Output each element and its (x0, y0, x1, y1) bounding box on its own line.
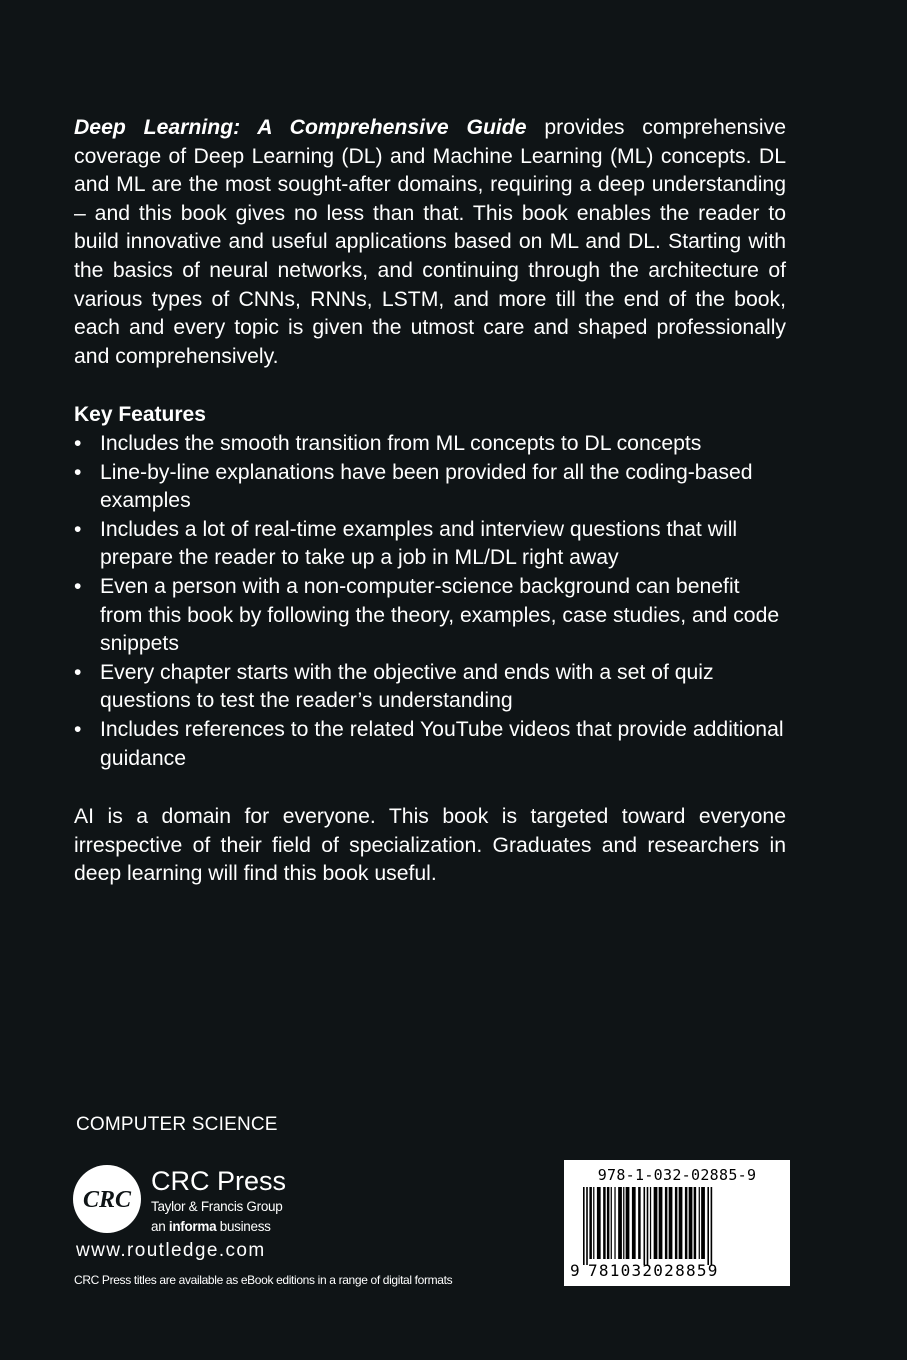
ebook-note: CRC Press titles are available as eBook editions in a range of digital formats (74, 1273, 453, 1287)
barcode-bar (589, 1187, 592, 1259)
bullet-icon: • (74, 660, 82, 684)
crc-logo-icon (72, 1164, 142, 1234)
crc-logo-text: CRC (82, 1187, 132, 1213)
bullet-icon: • (74, 460, 82, 484)
feature-text: Every chapter starts with the objective and ends with a set of quiz questions to test the reader’s understanding (100, 660, 714, 713)
bullet-icon: • (74, 574, 82, 598)
barcode-bar (650, 1187, 651, 1259)
barcode-lead-digit: 9 (570, 1261, 580, 1280)
business-suffix: business (216, 1219, 271, 1234)
barcode-bar (711, 1187, 713, 1265)
barcode-bar (586, 1187, 588, 1265)
list-item (74, 573, 786, 659)
feature-text: Line-by-line explanations have been provided for all the coding-based examples (100, 460, 753, 513)
barcode-bars-icon (583, 1187, 773, 1265)
barcode-bar (626, 1187, 630, 1259)
barcode-bar (707, 1187, 709, 1265)
business-brand: informa (168, 1219, 217, 1234)
barcode-bar (597, 1187, 601, 1259)
barcode-bar (659, 1187, 663, 1259)
description-body: provides comprehensive coverage of Deep Learning (DL) and Machine Learning (ML) concepts. DL and ML are the most sought-after domains, requiring a deep understanding – and this book gives no less than that. This book enables the reader to build innovative and useful applications based on ML and DL. Starting with the basics of neural networks, and continuing through the architecture of various types of CNNs, RNNs, LSTM, and more till the end of the book, each and every topic is given the utmost care and shaped professionally and comprehensively. (74, 116, 786, 368)
bullet-icon: • (74, 432, 82, 455)
barcode-bar (665, 1187, 668, 1259)
closing-paragraph: AI is a domain for everyone. This book is targeted toward everyone irrespective of their field of specialization. Graduates and researchers in deep learning will find this book useful. (74, 805, 786, 886)
barcode-bar (603, 1187, 606, 1259)
isbn-barcode (564, 1160, 790, 1286)
barcode-bar (623, 1187, 624, 1259)
barcode-bar (632, 1187, 636, 1259)
barcode-bar (675, 1187, 678, 1259)
barcode-bar (701, 1187, 705, 1259)
business-prefix: an (151, 1219, 169, 1234)
barcode-digits: 781032028859 (588, 1261, 719, 1280)
list-item (74, 459, 786, 516)
list-item (74, 659, 786, 716)
key-features-heading: Key Features (74, 403, 206, 426)
barcode-bar (685, 1187, 688, 1259)
bullet-icon: • (74, 717, 82, 741)
barcode-bar (647, 1187, 649, 1265)
list-item (74, 516, 786, 573)
barcode-bar (644, 1187, 646, 1265)
publisher-business (151, 1219, 271, 1234)
publisher-name: CRC Press (151, 1166, 287, 1196)
feature-text: Includes references to the related YouTube videos that provide additional guidance (100, 717, 784, 770)
feature-text: Includes a lot of real-time examples and interview questions that will prepare the reader to take up a job in ML/DL right away (100, 517, 738, 570)
book-title: Deep Learning: A Comprehensive Guide (74, 116, 527, 139)
bullet-icon: • (74, 517, 82, 541)
list-item (74, 430, 786, 459)
barcode-bar (614, 1187, 615, 1259)
barcode-bar (689, 1187, 693, 1259)
barcode-bar (607, 1187, 610, 1259)
category-label: COMPUTER SCIENCE (76, 1114, 278, 1135)
barcode-bar (618, 1187, 622, 1259)
feature-text: Includes the smooth transition from ML concepts to DL concepts (100, 432, 702, 455)
barcode-bar (679, 1187, 683, 1259)
barcode-bar (611, 1187, 612, 1259)
key-features-list (74, 430, 786, 773)
barcode-bar (669, 1187, 673, 1259)
website-url: www.routledge.com (76, 1240, 266, 1261)
list-item (74, 716, 786, 773)
barcode-bar (593, 1187, 594, 1259)
barcode-bar (654, 1187, 658, 1259)
isbn-text: 978-1-032-02885-9 (597, 1166, 757, 1184)
barcode-bar (638, 1187, 641, 1259)
feature-text: Even a person with a non-computer-science background can benefit from this book by following the theory, examples, case studies, and code snippets (100, 574, 780, 656)
barcode-bar (583, 1187, 585, 1265)
barcode-bar (699, 1187, 700, 1259)
publisher-group: Taylor & Francis Group (151, 1199, 283, 1214)
barcode-bar (694, 1187, 697, 1259)
description-paragraph (74, 114, 786, 371)
